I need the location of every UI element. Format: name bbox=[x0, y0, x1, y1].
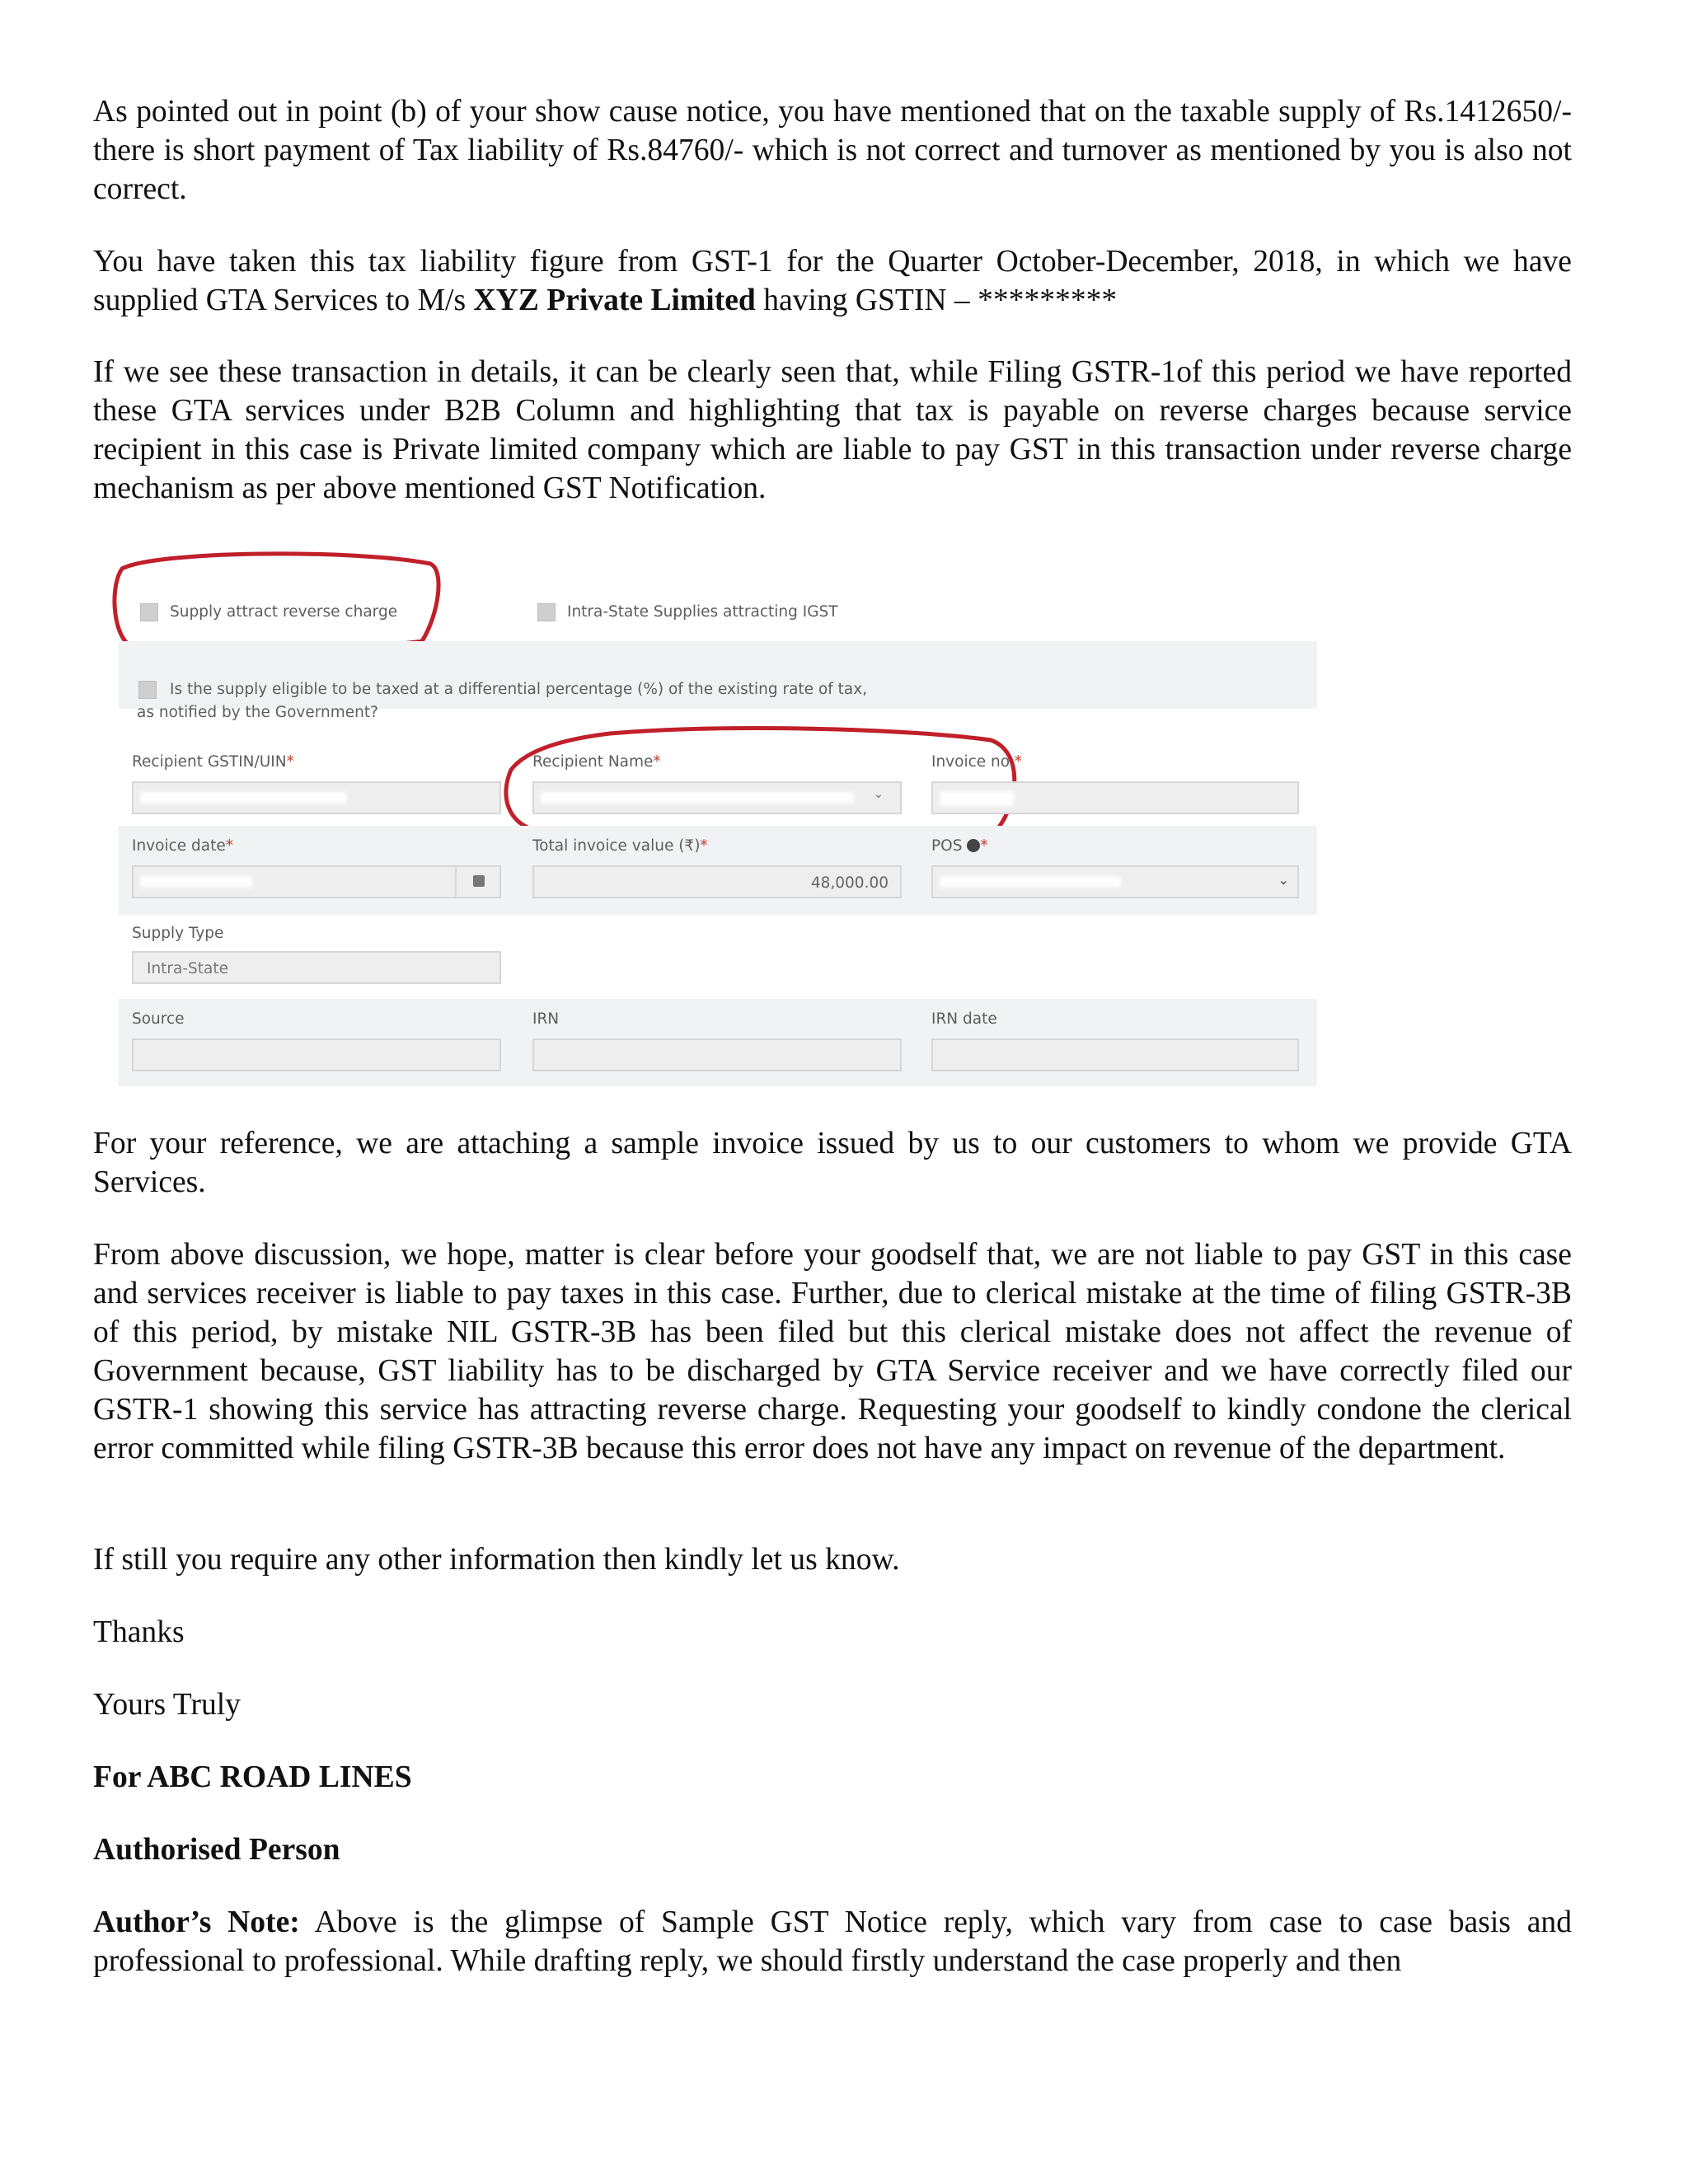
invoice-date-label: Invoice date* bbox=[132, 837, 233, 855]
calendar-icon[interactable] bbox=[455, 867, 501, 897]
total-invoice-value-input[interactable] bbox=[532, 865, 902, 898]
paragraph-discussion: From above discussion, we hope, matter is clear before your goodself that, we are not liable to pay GST in this case and services receiver is liable to pay taxes in this case. Further, due to clerical mistake at the time of filing GSTR-3B of this period, by mistake NIL GSTR-3B has been filed but this clerical mistake does not affect the revenue of Government because, GST liability has to be discharged by GTA Service receiver and we have correctly filed our GSTR-1 showing this service has attracting reverse charge. Requesting your goodself to kindly condone the clerical error committed while filing GSTR-3B because this error does not have any impact on revenue of the department. bbox=[93, 1238, 1572, 1465]
reverse-charge-label: Supply attract reverse charge bbox=[170, 603, 398, 621]
recipient-name-label: Recipient Name* bbox=[532, 753, 661, 771]
paragraph-gst1-text: You have taken this tax liability figure from GST-1 for the Quarter October-December, 2018, in which we have supplied GTA Services to M/s bbox=[93, 245, 1572, 317]
igst-label: Intra-State Supplies attracting IGST bbox=[567, 603, 838, 621]
redaction-mark bbox=[940, 791, 1014, 806]
invoice-no-label: Invoice no.* bbox=[931, 753, 1022, 771]
info-icon bbox=[967, 839, 980, 852]
redaction-mark bbox=[940, 876, 1121, 888]
recipient-gstin-label: Recipient GSTIN/UIN* bbox=[132, 753, 294, 771]
redaction-mark bbox=[140, 792, 346, 804]
authors-note bbox=[93, 1903, 1572, 1980]
paragraph-show-cause: As pointed out in point (b) of your show cause notice, you have mentioned that on the taxable supply of Rs.1412650/- there is short payment of Tax liability of Rs.84760/- which is not correct and turnover as mentioned by you is also not correct. bbox=[93, 95, 1572, 206]
paragraph-further-info: If still you require any other information then kindly let us know. bbox=[93, 1543, 900, 1577]
source-input[interactable] bbox=[132, 1038, 501, 1071]
total-invoice-value: 48,000.00 bbox=[810, 874, 889, 892]
source-label: Source bbox=[132, 1010, 185, 1028]
paragraph-gst1-source bbox=[93, 242, 1572, 320]
authors-note-text: Above is the glimpse of Sample GST Notice reply, which vary from case to case basis and professional to professional. While drafting reply, we should firstly understand the case properly and then bbox=[93, 1905, 1572, 1978]
gstin-text: having GSTIN – ********* bbox=[755, 284, 1118, 317]
supply-type-label: Supply Type bbox=[132, 925, 224, 942]
irn-label: IRN bbox=[532, 1010, 560, 1028]
paragraph-sample-invoice: For your reference, we are attaching a sample invoice issued by us to our customers to whom we provide GTA Services. bbox=[93, 1127, 1572, 1199]
chevron-down-icon: ⌄ bbox=[874, 788, 884, 801]
closing-thanks: Thanks bbox=[93, 1615, 185, 1649]
irn-date-input[interactable] bbox=[931, 1038, 1299, 1071]
gstr1-invoice-form-screenshot bbox=[107, 544, 1319, 1088]
irn-input[interactable] bbox=[532, 1038, 902, 1071]
reverse-charge-highlight bbox=[107, 549, 453, 651]
signatory: Authorised Person bbox=[93, 1833, 340, 1867]
reverse-charge-checkbox[interactable] bbox=[140, 603, 158, 621]
irn-date-label: IRN date bbox=[931, 1010, 997, 1028]
pos-label: POS * bbox=[931, 837, 988, 855]
supply-type-input[interactable] bbox=[132, 951, 501, 984]
recipient-company-name: XYZ Private Limited bbox=[473, 284, 756, 317]
differential-checkbox[interactable] bbox=[138, 681, 157, 699]
redaction-mark bbox=[140, 876, 252, 888]
total-invoice-value-label: Total invoice value (₹)* bbox=[532, 837, 708, 855]
differential-label-line2: as notified by the Government? bbox=[137, 704, 378, 721]
closing-yours-truly: Yours Truly bbox=[93, 1688, 241, 1722]
differential-band bbox=[119, 641, 1317, 709]
paragraph-transaction-details: If we see these transaction in details, it can be clearly seen that, while Filing GSTR-1of this period we have reported these GTA services under B2B Column and highlighting that tax is payable on reverse charges because service recipient in this case is Private limited company which are liable to pay GST in this transaction under reverse charge mechanism as per above mentioned GST Notification. bbox=[93, 355, 1572, 505]
differential-label-line1: Is the supply eligible to be taxed at a differential percentage (%) of the existing rate of tax, bbox=[170, 681, 868, 698]
supply-type-value: Intra-State bbox=[147, 960, 229, 977]
company-signoff: For ABC ROAD LINES bbox=[93, 1760, 412, 1794]
chevron-down-icon: ⌄ bbox=[1278, 872, 1289, 888]
authors-note-label: Author’s Note: bbox=[93, 1905, 300, 1939]
igst-checkbox[interactable] bbox=[537, 603, 556, 621]
